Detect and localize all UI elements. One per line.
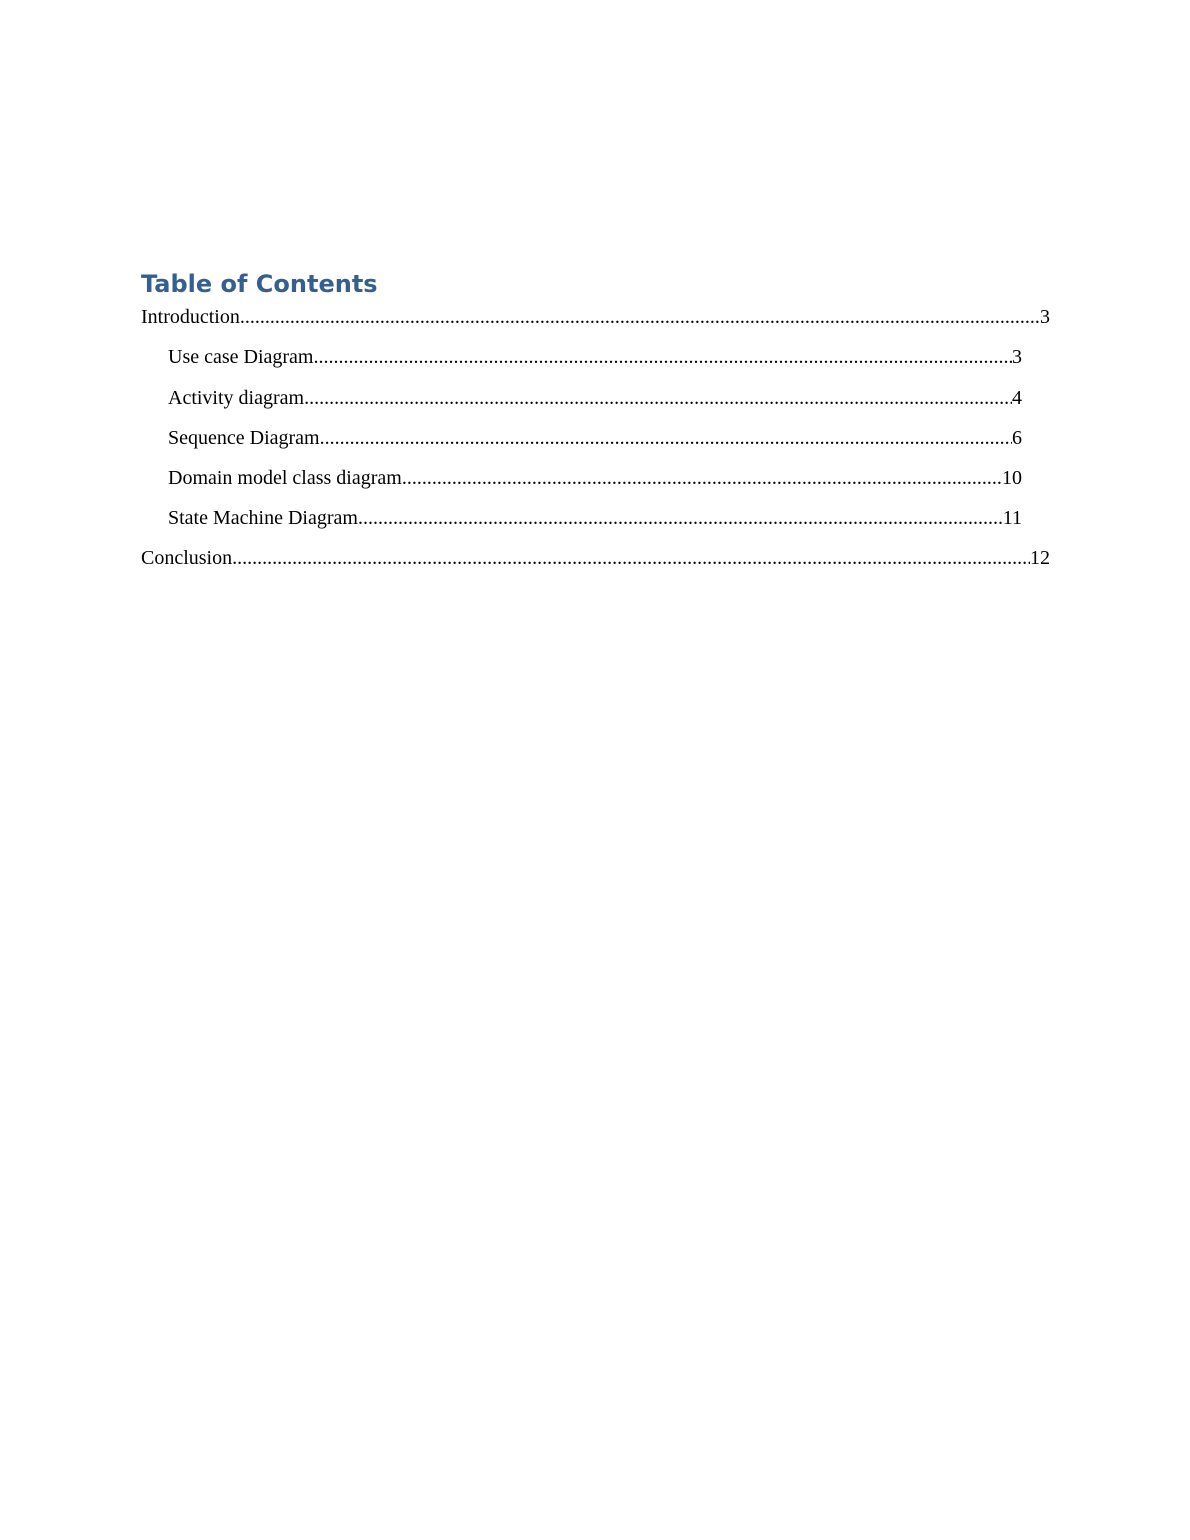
toc-dot-leader bbox=[320, 426, 1012, 450]
toc-dot-leader bbox=[304, 386, 1012, 410]
toc-entry-domain-model-class-diagram[interactable] bbox=[168, 466, 1022, 490]
toc-dot-leader bbox=[240, 305, 1040, 329]
toc-dot-leader bbox=[358, 506, 1003, 530]
toc-page-number: 3 bbox=[1040, 306, 1050, 328]
toc-entry-title: Use case Diagram bbox=[168, 346, 314, 368]
toc-page-number: 11 bbox=[1002, 507, 1022, 529]
toc-entry-title: Activity diagram bbox=[168, 387, 305, 409]
toc-dot-leader bbox=[402, 466, 1002, 490]
toc-entry-title: Sequence Diagram bbox=[168, 427, 320, 449]
toc-entry-state-machine-diagram[interactable] bbox=[168, 506, 1022, 530]
toc-heading: Table of Contents bbox=[141, 270, 378, 298]
toc-dot-leader bbox=[232, 546, 1030, 570]
toc-page-number: 10 bbox=[1002, 467, 1022, 489]
toc-dot-leader bbox=[314, 345, 1013, 369]
toc-page-number: 3 bbox=[1012, 346, 1022, 368]
toc-entry-introduction[interactable] bbox=[141, 305, 1050, 329]
toc-entry-conclusion[interactable] bbox=[141, 546, 1050, 570]
toc-entry-title: Conclusion bbox=[141, 547, 233, 569]
toc-entry-use-case-diagram[interactable] bbox=[168, 345, 1022, 369]
toc-entry-title: Domain model class diagram bbox=[168, 467, 402, 489]
toc-page-number: 4 bbox=[1012, 387, 1022, 409]
toc-page-number: 6 bbox=[1012, 427, 1022, 449]
toc-entry-title: State Machine Diagram bbox=[168, 507, 358, 529]
toc-page-number: 12 bbox=[1030, 547, 1050, 569]
toc-entry-title: Introduction bbox=[141, 306, 240, 328]
toc-entry-activity-diagram[interactable] bbox=[168, 386, 1022, 410]
toc-entry-sequence-diagram[interactable] bbox=[168, 426, 1022, 450]
